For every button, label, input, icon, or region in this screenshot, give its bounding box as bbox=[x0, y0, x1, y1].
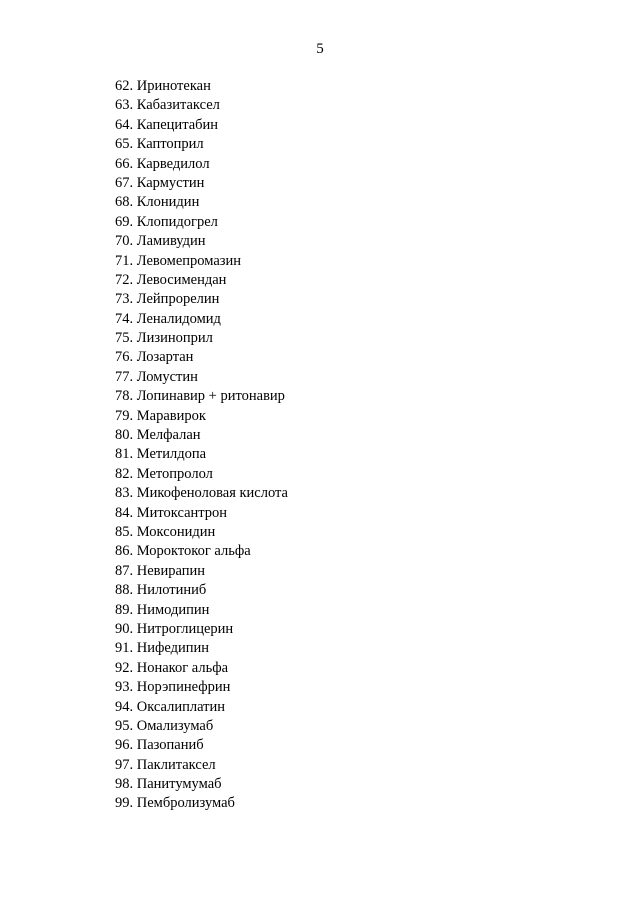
list-item: 97. Паклитаксел bbox=[115, 756, 216, 773]
list-item: 89. Нимодипин bbox=[115, 601, 210, 618]
list-item: 87. Невирапин bbox=[115, 562, 206, 579]
list-item: 62. Иринотекан bbox=[115, 78, 211, 94]
list-item: 96. Пазопаниб bbox=[115, 737, 204, 754]
list-item: 76. Лозартан bbox=[115, 349, 194, 366]
list-item: 88. Нилотиниб bbox=[115, 582, 207, 599]
list-item: 71. Левомепромазин bbox=[115, 252, 241, 269]
list-item: 78. Лопинавир + ритонавир bbox=[115, 388, 285, 405]
list-item: 68. Клонидин bbox=[115, 194, 200, 211]
list-item: 85. Моксонидин bbox=[115, 523, 216, 540]
list-item: 99. Пембролизумаб bbox=[115, 795, 235, 812]
list-item: 70. Ламивудин bbox=[115, 233, 206, 250]
list-item: 86. Мороктоког альфа bbox=[115, 543, 251, 560]
list-item: 84. Митоксантрон bbox=[115, 504, 228, 521]
page-number: 5 bbox=[316, 41, 324, 57]
list-item: 93. Норэпинефрин bbox=[115, 679, 231, 696]
list-item: 91. Нифедипин bbox=[115, 640, 210, 657]
list-item: 82. Метопролол bbox=[115, 465, 213, 482]
list-item: 66. Карведилол bbox=[115, 155, 210, 172]
list-item: 79. Маравирок bbox=[115, 407, 206, 424]
list-item: 65. Каптоприл bbox=[115, 136, 204, 153]
list-item: 83. Микофеноловая кислота bbox=[115, 485, 288, 502]
list-item: 81. Метилдопа bbox=[115, 446, 207, 463]
list-item: 75. Лизиноприл bbox=[115, 330, 213, 347]
list-item: 72. Левосимендан bbox=[115, 271, 227, 288]
list-item: 63. Кабазитаксел bbox=[115, 97, 220, 114]
list-item: 80. Мелфалан bbox=[115, 427, 201, 444]
list-item: 67. Кармустин bbox=[115, 174, 205, 191]
list-item: 98. Панитумумаб bbox=[115, 776, 222, 793]
list-item: 74. Леналидомид bbox=[115, 310, 221, 327]
drug-list bbox=[115, 77, 288, 814]
list-item: 95. Омализумаб bbox=[115, 717, 214, 734]
list-item: 73. Лейпрорелин bbox=[115, 291, 220, 308]
list-item: 77. Ломустин bbox=[115, 368, 198, 385]
list-item: 69. Клопидогрел bbox=[115, 213, 218, 230]
list-item: 92. Нонаког альфа bbox=[115, 659, 229, 676]
list-item: 64. Капецитабин bbox=[115, 116, 219, 133]
list-item: 94. Оксалиплатин bbox=[115, 698, 225, 715]
list-item: 90. Нитроглицерин bbox=[115, 620, 234, 637]
